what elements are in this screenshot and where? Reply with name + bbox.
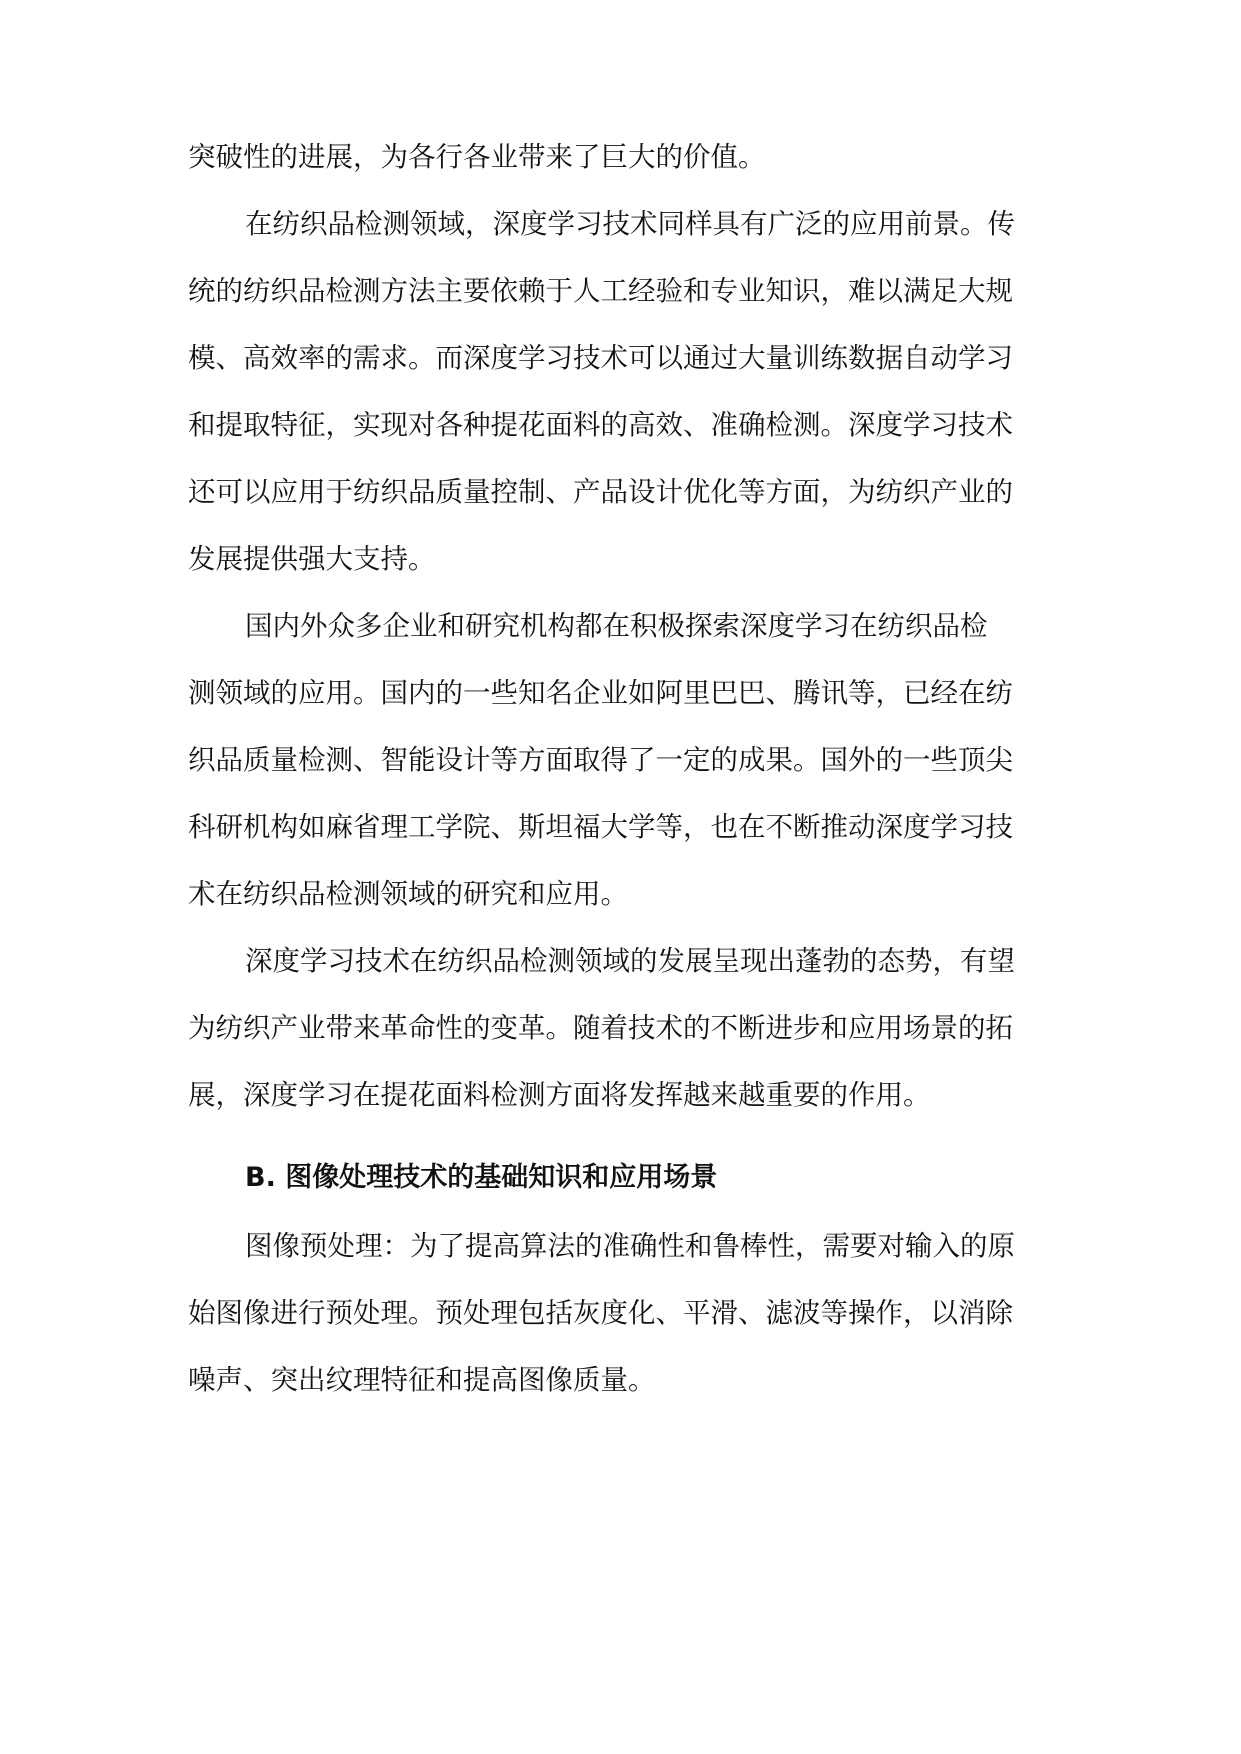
paragraph-line: 统的纺织品检测方法主要依赖于人工经验和专业知识，难以满足大规 [188, 275, 1013, 307]
paragraph-line: 为纺织产业带来革命性的变革。随着技术的不断进步和应用场景的拓 [188, 1012, 1013, 1044]
paragraph-line: 织品质量检测、智能设计等方面取得了一定的成果。国外的一些顶尖 [188, 744, 1013, 776]
paragraph-line: 在纺织品检测领域，深度学习技术同样具有广泛的应用前景。传 [245, 208, 1015, 240]
paragraph-line: 国内外众多企业和研究机构都在积极探索深度学习在纺织品检 [245, 610, 988, 642]
paragraph-line: 深度学习技术在纺织品检测领域的发展呈现出蓬勃的态势，有望 [245, 945, 1015, 977]
paragraph-line: 模、高效率的需求。而深度学习技术可以通过大量训练数据自动学习 [188, 342, 1013, 374]
paragraph-line: 图像预处理：为了提高算法的准确性和鲁棒性，需要对输入的原 [245, 1230, 1015, 1262]
paragraph-line: 始图像进行预处理。预处理包括灰度化、平滑、滤波等操作，以消除 [188, 1297, 1013, 1329]
section-heading: B. 图像处理技术的基础知识和应用场景 [245, 1162, 718, 1193]
paragraph-line: 发展提供强大支持。 [188, 543, 436, 575]
paragraph-line: 噪声、突出纹理特征和提高图像质量。 [188, 1364, 656, 1396]
paragraph-line: 还可以应用于纺织品质量控制、产品设计优化等方面，为纺织产业的 [188, 476, 1013, 508]
paragraph-line: 科研机构如麻省理工学院、斯坦福大学等，也在不断推动深度学习技 [188, 811, 1013, 843]
paragraph-line: 术在纺织品检测领域的研究和应用。 [188, 878, 628, 910]
paragraph-line: 突破性的进展，为各行各业带来了巨大的价值。 [188, 141, 766, 173]
paragraph-line: 展，深度学习在提花面料检测方面将发挥越来越重要的作用。 [188, 1079, 931, 1111]
paragraph-line: 测领域的应用。国内的一些知名企业如阿里巴巴、腾讯等，已经在纺 [188, 677, 1013, 709]
paragraph-line: 和提取特征，实现对各种提花面料的高效、准确检测。深度学习技术 [188, 409, 1013, 441]
